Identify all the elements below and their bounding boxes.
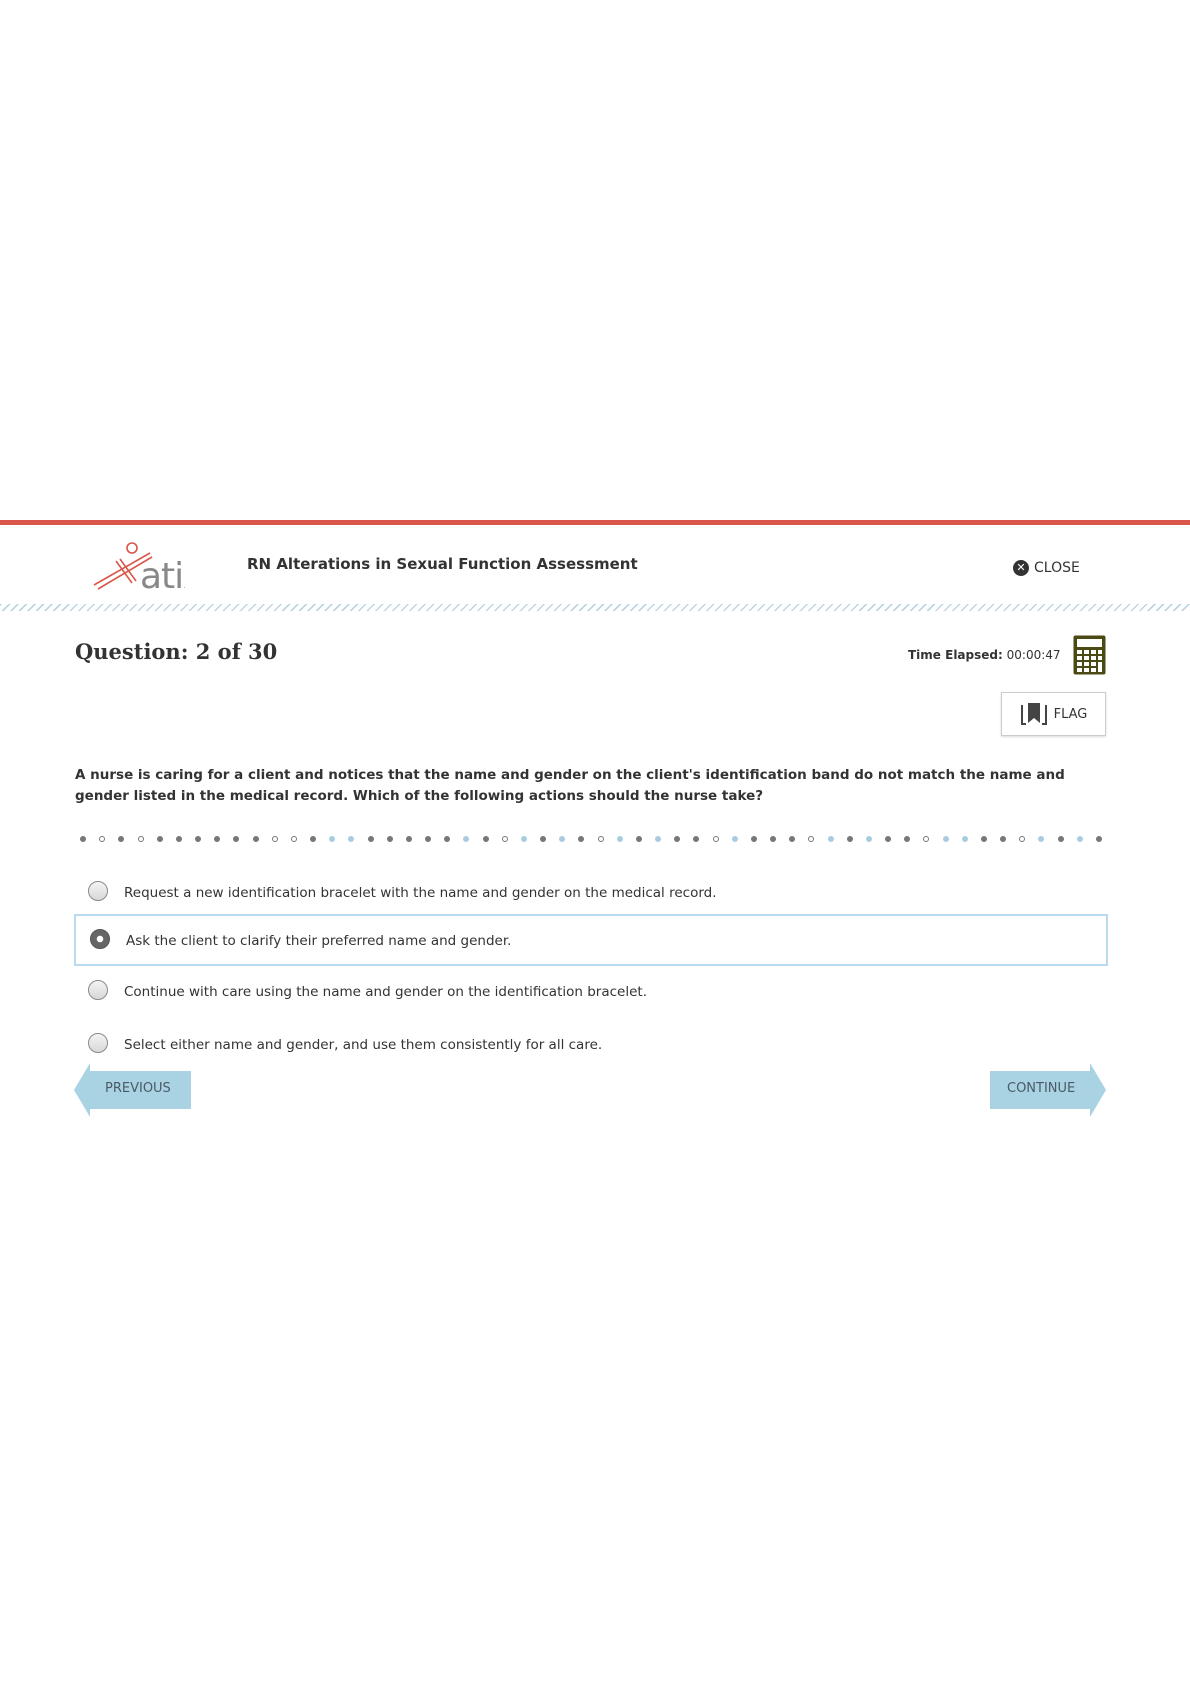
progress-dot [233,836,239,842]
progress-dot [157,836,163,842]
progress-dot [828,836,834,842]
progress-dot [943,836,949,842]
progress-dot [253,836,259,842]
progress-dot [80,836,86,842]
progress-dot [540,836,546,842]
progress-dot [310,836,316,842]
progress-dot [655,836,661,842]
progress-dot [348,836,354,842]
previous-button[interactable] [74,1063,192,1117]
progress-dot [962,836,968,842]
question-number: Question: 2 of 30 [75,639,278,664]
answer-option-4[interactable] [74,1020,1108,1072]
progress-dot [291,836,297,842]
progress-dot [138,836,144,842]
time-elapsed-value: 00:00:47 [1006,648,1061,662]
answer-option-1[interactable] [74,868,1108,920]
answer-option-label: Continue with care using the name and gender on the identification bracelet. [124,984,647,1000]
progress-dot [713,836,719,842]
radio-button-4[interactable] [88,1033,108,1053]
ati-logo [92,539,202,601]
progress-dot [598,836,604,842]
progress-dot [1000,836,1006,842]
progress-dot [636,836,642,842]
answer-option-label: Select either name and gender, and use them consistently for all care. [124,1037,603,1053]
progress-dot [444,836,450,842]
question-text: A nurse is caring for a client and notices that the name and gender on the client's identification band do not match the name and gender listed in the medical record. Which of the following actions should the nurse take? [75,767,1065,804]
answer-option-3[interactable] [74,967,1108,1019]
continue-button[interactable] [990,1063,1106,1117]
progress-dot [617,836,623,842]
progress-dot [118,836,124,842]
progress-dot [578,836,584,842]
calculator-button[interactable] [1073,635,1106,675]
progress-dot [1019,836,1025,842]
assessment-title: RN Alterations in Sexual Function Assessment [247,555,638,573]
progress-dot [808,836,814,842]
logo-text: ati. [140,556,185,597]
progress-dot [1058,836,1064,842]
calculator-icon [1073,635,1106,675]
progress-dot [387,836,393,842]
radio-button-1[interactable] [88,881,108,901]
progress-dot [770,836,776,842]
progress-dot [1038,836,1044,842]
answer-option-label: Request a new identification bracelet with the name and gender on the medical record. [124,885,717,901]
time-elapsed-label: Time Elapsed: [908,648,1003,662]
progress-dot [1077,836,1083,842]
progress-dot [732,836,738,842]
progress-dot [502,836,508,842]
flag-label: FLAG [1053,706,1088,722]
progress-dot [904,836,910,842]
progress-dot [674,836,680,842]
progress-dot [406,836,412,842]
progress-dot [847,836,853,842]
progress-dot [425,836,431,842]
progress-dot [693,836,699,842]
question-progress-dots [80,836,1100,844]
progress-dot [329,836,335,842]
progress-dot [789,836,795,842]
answer-option-2[interactable] [74,914,1108,966]
radio-button-2[interactable] [90,929,110,949]
progress-dot [176,836,182,842]
progress-dot [1096,836,1102,842]
assessment-app [0,520,1190,1160]
progress-dot [751,836,757,842]
time-elapsed [908,648,1061,662]
progress-dot [885,836,891,842]
progress-dot [559,836,565,842]
progress-dot [214,836,220,842]
close-circle-icon: ✕ [1013,560,1029,576]
close-button[interactable] [1013,558,1080,578]
close-label: CLOSE [1034,560,1080,576]
header-hatch-divider [0,604,1190,611]
answer-option-label: Ask the client to clarify their preferred name and gender. [126,933,512,949]
radio-button-3[interactable] [88,980,108,1000]
progress-dot [463,836,469,842]
bookmark-icon [1020,702,1048,726]
progress-dot [923,836,929,842]
flag-button[interactable] [1001,692,1106,736]
progress-dot [981,836,987,842]
progress-dot [272,836,278,842]
progress-dot [195,836,201,842]
progress-dot [99,836,105,842]
header [0,525,1190,605]
progress-dot [368,836,374,842]
progress-dot [483,836,489,842]
progress-dot [866,836,872,842]
progress-dot [521,836,527,842]
previous-label: PREVIOUS [105,1081,171,1096]
continue-label: CONTINUE [1007,1081,1076,1096]
